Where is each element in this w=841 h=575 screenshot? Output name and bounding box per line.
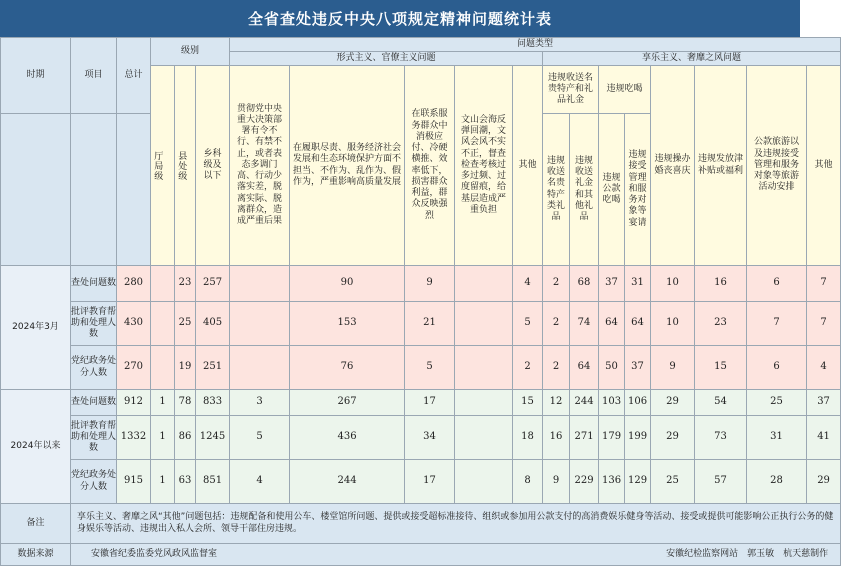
header-eat1: 违规公款吃喝 (599, 114, 625, 266)
cell-f2: 153 (290, 302, 405, 346)
cell-g2: 68 (570, 266, 599, 302)
cell-t: 31 (747, 416, 807, 460)
period-label: 2024年以来 (1, 390, 71, 504)
cell-s: 15 (695, 346, 747, 390)
cell-xiang: 405 (196, 302, 230, 346)
cell-xiang: 851 (196, 460, 230, 504)
header-level: 级别 (151, 38, 230, 66)
header-f4: 文山会海反弹回潮，文风会风不实不正，督查检查考核过多过频、过度留痕，给基层造成严重负担 (455, 66, 513, 266)
cell-g2: 74 (570, 302, 599, 346)
cell-xian: 86 (175, 416, 196, 460)
cell-o: 4 (807, 346, 841, 390)
source-label: 数据来源 (1, 544, 71, 566)
stats-table (0, 37, 841, 566)
cell-f5: 5 (513, 302, 543, 346)
cell-e1: 103 (599, 390, 625, 416)
cell-e2: 106 (625, 390, 651, 416)
source-row (71, 544, 841, 566)
source-left: 安徽省纪委监委党风政风监督室 (91, 548, 218, 559)
cell-e1: 50 (599, 346, 625, 390)
cell-g2: 244 (570, 390, 599, 416)
cell-e1: 37 (599, 266, 625, 302)
cell-f3: 17 (405, 460, 455, 504)
cell-g1: 16 (543, 416, 570, 460)
cell-xiang: 833 (196, 390, 230, 416)
cell-f5: 18 (513, 416, 543, 460)
header-h-other: 其他 (807, 66, 841, 266)
header-eat-group: 违规吃喝 (599, 66, 651, 114)
cell-e1: 64 (599, 302, 625, 346)
cell-total: 270 (117, 346, 151, 390)
cell-f3: 21 (405, 302, 455, 346)
note-label: 备注 (1, 504, 71, 544)
header-gift-group: 违规收送名贵特产和礼品礼金 (543, 66, 599, 114)
cell-total: 915 (117, 460, 151, 504)
note-text: 享乐主义、奢靡之风“其他”问题包括：违规配备和使用公车、楼堂馆所问题、提供或接受超标准接待、组织或参加用公款支付的高消费娱乐健身等活动、接受或提供可能影响公正执行公务的健身娱乐等活动、违规出入私人会所、领导干部住房违规。 (71, 504, 841, 544)
header-period: 时期 (1, 38, 71, 114)
header-subsidy: 违规发放津补贴或福利 (695, 66, 747, 266)
cell-g1: 2 (543, 266, 570, 302)
table-title: 全省查处违反中央八项规定精神问题统计表 (0, 0, 800, 37)
cell-f1 (230, 266, 290, 302)
cell-w: 29 (651, 390, 695, 416)
cell-f1 (230, 346, 290, 390)
cell-g2: 64 (570, 346, 599, 390)
cell-g1: 2 (543, 346, 570, 390)
cell-s: 73 (695, 416, 747, 460)
header-period-spacer (1, 114, 71, 266)
cell-total: 430 (117, 302, 151, 346)
cell-w: 9 (651, 346, 695, 390)
header-f5: 其他 (513, 66, 543, 266)
header-item-spacer (71, 114, 117, 266)
row-item: 党纪政务处分人数 (71, 460, 117, 504)
header-item: 项目 (71, 38, 117, 114)
cell-f2: 436 (290, 416, 405, 460)
header-f1: 贯彻党中央重大决策部署有令不行、有禁不止，或者表态多调门高、行动少落实差，脱离实际、脱离群众，造成严重后果 (230, 66, 290, 266)
cell-f5: 2 (513, 346, 543, 390)
cell-total: 1332 (117, 416, 151, 460)
cell-ting: 1 (151, 460, 175, 504)
cell-f5: 4 (513, 266, 543, 302)
cell-ting (151, 346, 175, 390)
cell-f4 (455, 390, 513, 416)
cell-f2: 267 (290, 390, 405, 416)
cell-s: 16 (695, 266, 747, 302)
header-level-ting: 厅局级 (151, 66, 175, 266)
cell-ting (151, 266, 175, 302)
cell-f2: 90 (290, 266, 405, 302)
header-wedding: 违规操办婚丧喜庆 (651, 66, 695, 266)
cell-o: 7 (807, 302, 841, 346)
cell-f3: 9 (405, 266, 455, 302)
cell-w: 29 (651, 416, 695, 460)
header-level-xiang: 乡科级及以下 (196, 66, 230, 266)
row-item: 批评教育帮助和处理人数 (71, 416, 117, 460)
cell-f4 (455, 416, 513, 460)
cell-o: 7 (807, 266, 841, 302)
cell-f3: 17 (405, 390, 455, 416)
cell-ting (151, 302, 175, 346)
cell-f4 (455, 266, 513, 302)
cell-f1: 3 (230, 390, 290, 416)
cell-e1: 179 (599, 416, 625, 460)
cell-e2: 129 (625, 460, 651, 504)
header-level-xian: 县处级 (175, 66, 196, 266)
period-label: 2024年3月 (1, 266, 71, 390)
cell-t: 6 (747, 266, 807, 302)
header-hedonism: 享乐主义、奢靡之风问题 (543, 52, 841, 66)
cell-f5: 15 (513, 390, 543, 416)
cell-t: 25 (747, 390, 807, 416)
cell-g1: 12 (543, 390, 570, 416)
cell-e2: 64 (625, 302, 651, 346)
cell-f4 (455, 346, 513, 390)
cell-s: 57 (695, 460, 747, 504)
cell-xian: 19 (175, 346, 196, 390)
cell-e1: 136 (599, 460, 625, 504)
header-gift1: 违规收送名贵特产类礼品 (543, 114, 570, 266)
cell-ting: 1 (151, 416, 175, 460)
cell-g2: 229 (570, 460, 599, 504)
cell-e2: 199 (625, 416, 651, 460)
cell-f1: 4 (230, 460, 290, 504)
header-total: 总计 (117, 38, 151, 114)
cell-f3: 5 (405, 346, 455, 390)
row-item: 查处问题数 (71, 266, 117, 302)
cell-t: 7 (747, 302, 807, 346)
row-item: 批评教育帮助和处理人数 (71, 302, 117, 346)
cell-total: 280 (117, 266, 151, 302)
cell-f4 (455, 302, 513, 346)
header-formalism: 形式主义、官僚主义问题 (230, 52, 543, 66)
header-f3: 在联系服务群众中消极应付、冷硬横推、效率低下，损害群众利益，群众反映强烈 (405, 66, 455, 266)
cell-total: 912 (117, 390, 151, 416)
cell-xiang: 257 (196, 266, 230, 302)
cell-xiang: 251 (196, 346, 230, 390)
header-eat2: 违规接受管理和服务对象等宴请 (625, 114, 651, 266)
header-gift2: 违规收送礼金和其他礼品 (570, 114, 599, 266)
cell-g2: 271 (570, 416, 599, 460)
cell-w: 25 (651, 460, 695, 504)
cell-f3: 34 (405, 416, 455, 460)
cell-g1: 2 (543, 302, 570, 346)
cell-f4 (455, 460, 513, 504)
cell-ting: 1 (151, 390, 175, 416)
cell-xian: 23 (175, 266, 196, 302)
cell-f2: 244 (290, 460, 405, 504)
cell-o: 37 (807, 390, 841, 416)
cell-f2: 76 (290, 346, 405, 390)
cell-s: 23 (695, 302, 747, 346)
header-travel: 公款旅游以及违规接受管理和服务对象等旅游活动安排 (747, 66, 807, 266)
source-right: 安徽纪检监察网站 郭玉敏 杭天慈制作 (666, 548, 829, 559)
cell-e2: 37 (625, 346, 651, 390)
cell-xian: 63 (175, 460, 196, 504)
cell-xiang: 1245 (196, 416, 230, 460)
cell-t: 28 (747, 460, 807, 504)
cell-s: 54 (695, 390, 747, 416)
cell-o: 41 (807, 416, 841, 460)
header-total-spacer (117, 114, 151, 266)
cell-w: 10 (651, 266, 695, 302)
cell-g1: 9 (543, 460, 570, 504)
row-item: 党纪政务处分人数 (71, 346, 117, 390)
cell-o: 29 (807, 460, 841, 504)
cell-f1 (230, 302, 290, 346)
row-item: 查处问题数 (71, 390, 117, 416)
cell-t: 6 (747, 346, 807, 390)
cell-xian: 25 (175, 302, 196, 346)
cell-xian: 78 (175, 390, 196, 416)
header-f2: 在履职尽责、服务经济社会发展和生态环境保护方面不担当、不作为、乱作为、假作为，严重影响高质量发展 (290, 66, 405, 266)
cell-f1: 5 (230, 416, 290, 460)
cell-e2: 31 (625, 266, 651, 302)
header-problem-type: 问题类型 (230, 38, 841, 52)
cell-w: 10 (651, 302, 695, 346)
cell-f5: 8 (513, 460, 543, 504)
